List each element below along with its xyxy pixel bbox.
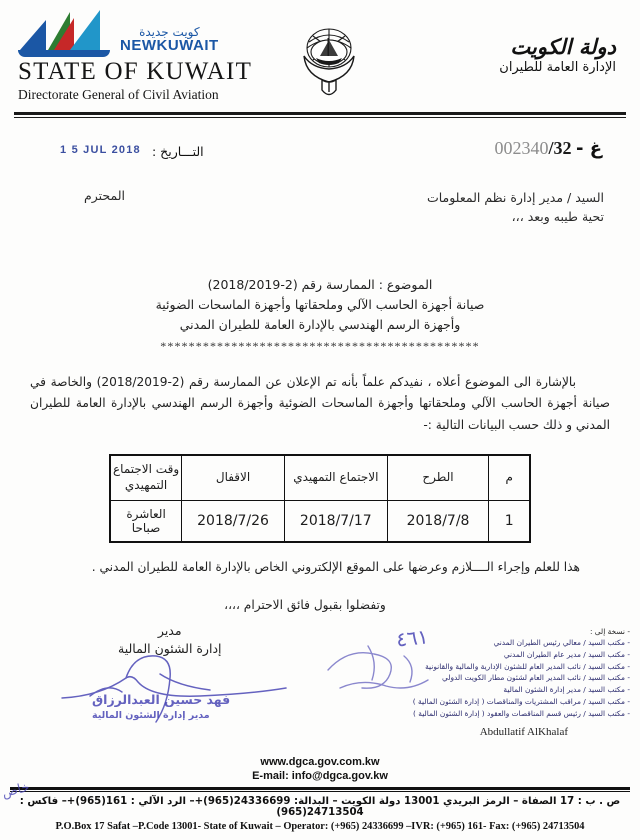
date-stamp: 1 5 JUL 2018	[60, 144, 141, 156]
body-paragraph-text: بالإشارة الى الموضوع أعلاه ، نفيدكم علماً بأنه تم الإعلان عن الممارسة رقم (2-2018/2019) والخاصة في صيانة أجهزة الحاسب الآلي وملحقاتها وأجهزة الماسحات الضوئية وأجهزة الرسم الهندسي بالإدارة العامة للطيران المدني و ذلك حسب البيانات التالية :-	[30, 374, 610, 432]
addressee-line: السيد / مدير إدارة نظم المعلومات	[426, 190, 604, 205]
reference-serial: 002340	[494, 138, 549, 158]
date-label: التـــاريخ :	[152, 144, 204, 159]
subject-line-2: صيانة أجهزة الحاسب الآلي وملحقاتها وأجهزة الماسحات الضوئية	[155, 297, 485, 312]
newkuwait-logo-arabic: كويت جديدة	[139, 25, 200, 40]
table-header-closing: الاقفال	[182, 455, 285, 501]
cell-closing-date: 2018/7/26	[182, 500, 285, 542]
honorific-label: المحترم	[84, 188, 125, 203]
footer-address-arabic: ص . ب : 17 الصفاة – الرمز البريدي 13001 دولة الكويت – البدالة: 24336699(965)+– الرد الآلي : 161(965)+– فاكس : 24713504(965)	[19, 796, 621, 818]
cell-tender-date: 2018/7/8	[387, 500, 489, 542]
arabic-header	[499, 36, 616, 76]
signature-name-ink: فهد حسين العبدالرزاق	[92, 691, 231, 707]
list-item: - مكتب السيد / نائب المدير العام للشئون الإدارية والمالية والقانونية	[425, 661, 630, 671]
table-header-time: وقت الاجتماع التمهيدي	[110, 455, 182, 501]
corner-handwriting: خاص	[0, 779, 32, 802]
handwritten-number: ٤٦١	[394, 624, 430, 652]
subject-block	[0, 275, 640, 356]
newkuwait-logo-english: NEWKUWAIT	[120, 37, 219, 55]
regards-line: وتفضلوا بقبول فائق الاحترام ،،،،	[224, 597, 386, 612]
newkuwait-logo	[18, 8, 278, 103]
tender-table-wrapper	[109, 454, 531, 543]
closing-paragraph: هذا للعلم وإجراء الــــلازم وعرضها على الموقع الإلكتروني الخاص بالإدارة العامة للطيران المدني .	[91, 559, 580, 574]
list-item: - مكتب السيد / رئيس قسم المناقصات والعقود ( إدارة الشئون المالية )	[413, 708, 630, 718]
reference-dept: /32	[548, 138, 572, 158]
english-signatory-name: Abdullatif AlKhalaf	[479, 725, 568, 738]
footer-address-english: P.O.Box 17 Safat –P.Code 13001- State of Kuwait – Operator: (+965) 24336699 –IVR: (+965) 161- Fax: (+965) 24713504	[55, 821, 585, 832]
email-address: E-mail: info@dgca.gov.kw	[252, 770, 388, 783]
table-header-tender: الطرح	[387, 455, 489, 501]
cell-meeting-time: العاشرة صباحا	[110, 500, 182, 542]
subject-line-1: الموضوع : الممارسة رقم (2-2018/2019)	[207, 276, 433, 292]
distribution-list-header: - نسخة إلى :	[589, 626, 630, 636]
document-footer	[0, 755, 640, 832]
website-url: www.dgca.gov.com.kw	[260, 755, 380, 768]
header-divider	[14, 112, 626, 118]
footer-website-block	[0, 755, 640, 785]
dhow-sails-icon	[18, 10, 114, 54]
signature-zone	[0, 618, 640, 768]
body-paragraph	[30, 372, 610, 436]
cell-row-number: 1	[489, 500, 530, 542]
arabic-directorate-title: الإدارة العامة للطيران	[499, 60, 616, 76]
footer-divider-thin	[10, 791, 630, 792]
tender-table	[109, 454, 531, 543]
directorate-title: Directorate General of Civil Aviation	[18, 87, 219, 102]
cell-premeeting-date: 2018/7/17	[284, 500, 387, 542]
newkuwait-logo-graphic	[18, 8, 278, 54]
table-header-row	[110, 455, 530, 501]
reference-letter: - غ	[575, 138, 602, 159]
footer-divider	[10, 787, 630, 789]
distribution-list	[390, 626, 630, 720]
table-header-num: م	[489, 455, 530, 501]
signature-role-ink: مدير إدارة الشئون المالية	[92, 709, 210, 721]
arabic-state-title: دولة الكويت	[510, 35, 616, 59]
list-item: - مكتب السيد / مدير إدارة الشئون المالية	[503, 685, 630, 695]
list-item: - مكتب السيد / معالي رئيس الطيران المدني	[493, 638, 630, 648]
kuwait-emblem-icon	[296, 18, 362, 102]
document-meta	[0, 128, 640, 180]
list-item: - مكتب السيد / مراقب المشتريات والمناقصات ( إدارة الشئون المالية )	[412, 696, 630, 706]
subject-line-3: وأجهزة الرسم الهندسي بالإدارة العامة للطيران المدني	[179, 317, 461, 333]
subject-separator: *********************************************	[160, 338, 480, 353]
state-title: STATE OF KUWAIT	[18, 58, 253, 85]
greeting-line: تحية طيبه وبعد ،،،	[511, 209, 604, 225]
table-header-premeeting: الاجتماع التمهيدي	[284, 455, 387, 501]
reference-number	[494, 138, 602, 159]
signatory-title-line1: مدير	[157, 622, 182, 638]
table-row	[110, 500, 530, 542]
list-item: - مكتب السيد / نائب المدير العام لشئون مطار الكويت الدولي	[442, 673, 630, 683]
signatory-title-line2: إدارة الشئون المالية	[118, 641, 222, 657]
list-item: - مكتب السيد / مدير عام الطيران المدني	[503, 650, 630, 660]
document-header	[0, 0, 640, 118]
